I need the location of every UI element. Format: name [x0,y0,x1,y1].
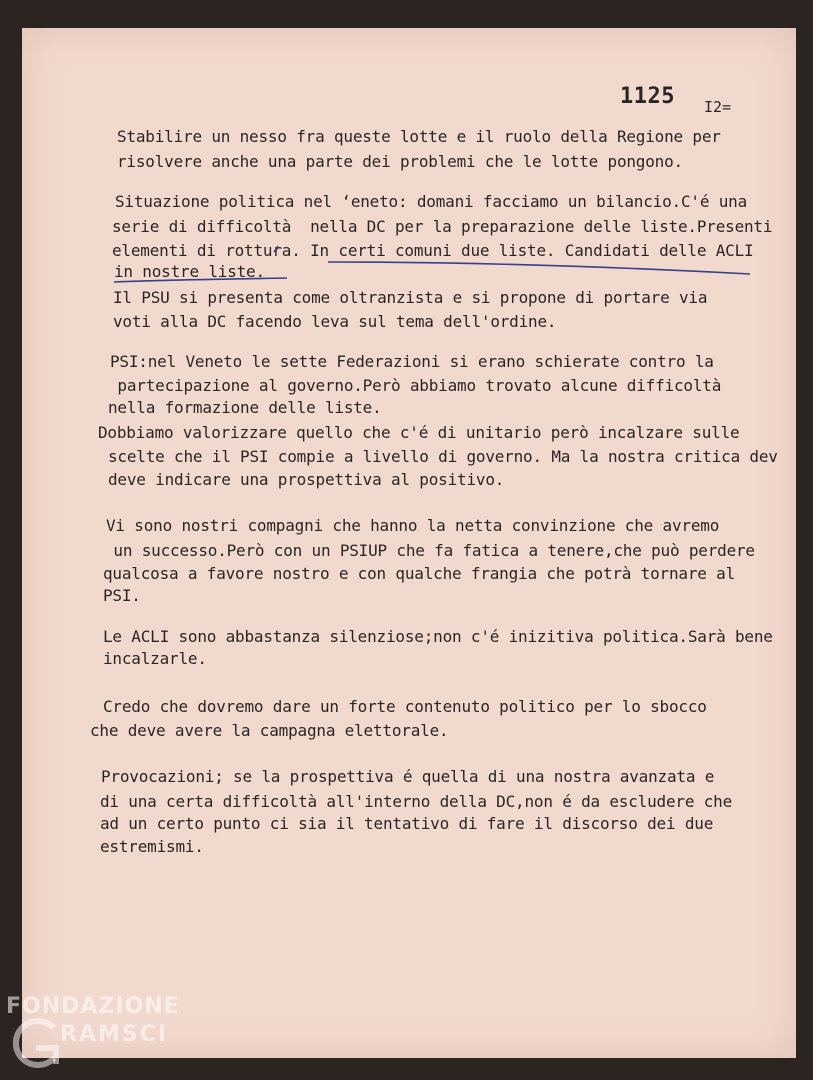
text-line: in nostre liste. [114,262,265,281]
text-line: Credo che dovremo dare un forte contenuto politico per lo sbocco [103,697,707,716]
text-line: scelte che il PSI compie a livello di governo. Ma la nostra critica dev [108,447,778,466]
page-number: I2= [704,98,732,116]
text-line: qualcosa a favore nostro e con qualche frangia che potrà tornare al [103,564,735,583]
text-line: un successo.Però con un PSIUP che fa fatica a tenere,che può perdere [104,541,755,560]
text-line: Provocazioni; se la prospettiva é quella di una nostra avanzata e [101,767,715,786]
text-line: Il PSU si presenta come oltranzista e si propone di portare via [113,288,708,307]
text-line: che deve avere la campagna elettorale. [90,721,449,740]
text-line: PSI:nel Veneto le sette Federazioni si erano schierate contro la [110,352,714,371]
text-line: di una certa difficoltà all'interno della DC,non é da escludere che [100,792,732,811]
text-line: Vi sono nostri compagni che hanno la netta convinzione che avremo [106,516,720,535]
text-line: estremismi. [100,837,204,856]
text-line: serie di difficoltà nella DC per la preparazione delle liste.Presenti [112,217,773,236]
archive-stamp-number: 1125 [620,84,675,109]
text-line: risolvere anche una parte dei problemi che le lotte pongono. [117,152,683,171]
text-line: deve indicare una prospettiva al positivo. [108,470,505,489]
text-line: elementi di rottura. In certi comuni due liste. Candidati delle ACLI [112,241,754,260]
text-line: Stabilire un nesso fra queste lotte e il ruolo della Regione per [117,127,721,146]
fondazione-gramsci-watermark [6,994,206,1080]
text-line: partecipazione al governo.Però abbiamo trovato alcune difficoltà [108,376,722,395]
text-line: Le ACLI sono abbastanza silenziose;non c'é inizitiva politica.Sarà bene [103,627,773,646]
text-line: PSI. [103,586,141,605]
text-line: voti alla DC facendo leva sul tema dell'ordine. [113,312,557,331]
watermark-line2: RAMSCI [60,1022,169,1047]
watermark-line1: FONDAZIONE [6,994,180,1019]
text-line: ad un certo punto ci sia il tentativo di fare il discorso dei due [100,814,714,833]
text-line: Dobbiamo valorizzare quello che c'é di unitario però incalzare sulle [98,423,740,442]
text-line: incalzarle. [103,649,207,668]
text-line: Situazione politica nel ʻeneto: domani facciamo un bilancio.C'é una [115,192,747,211]
text-line: nella formazione delle liste. [108,398,382,417]
